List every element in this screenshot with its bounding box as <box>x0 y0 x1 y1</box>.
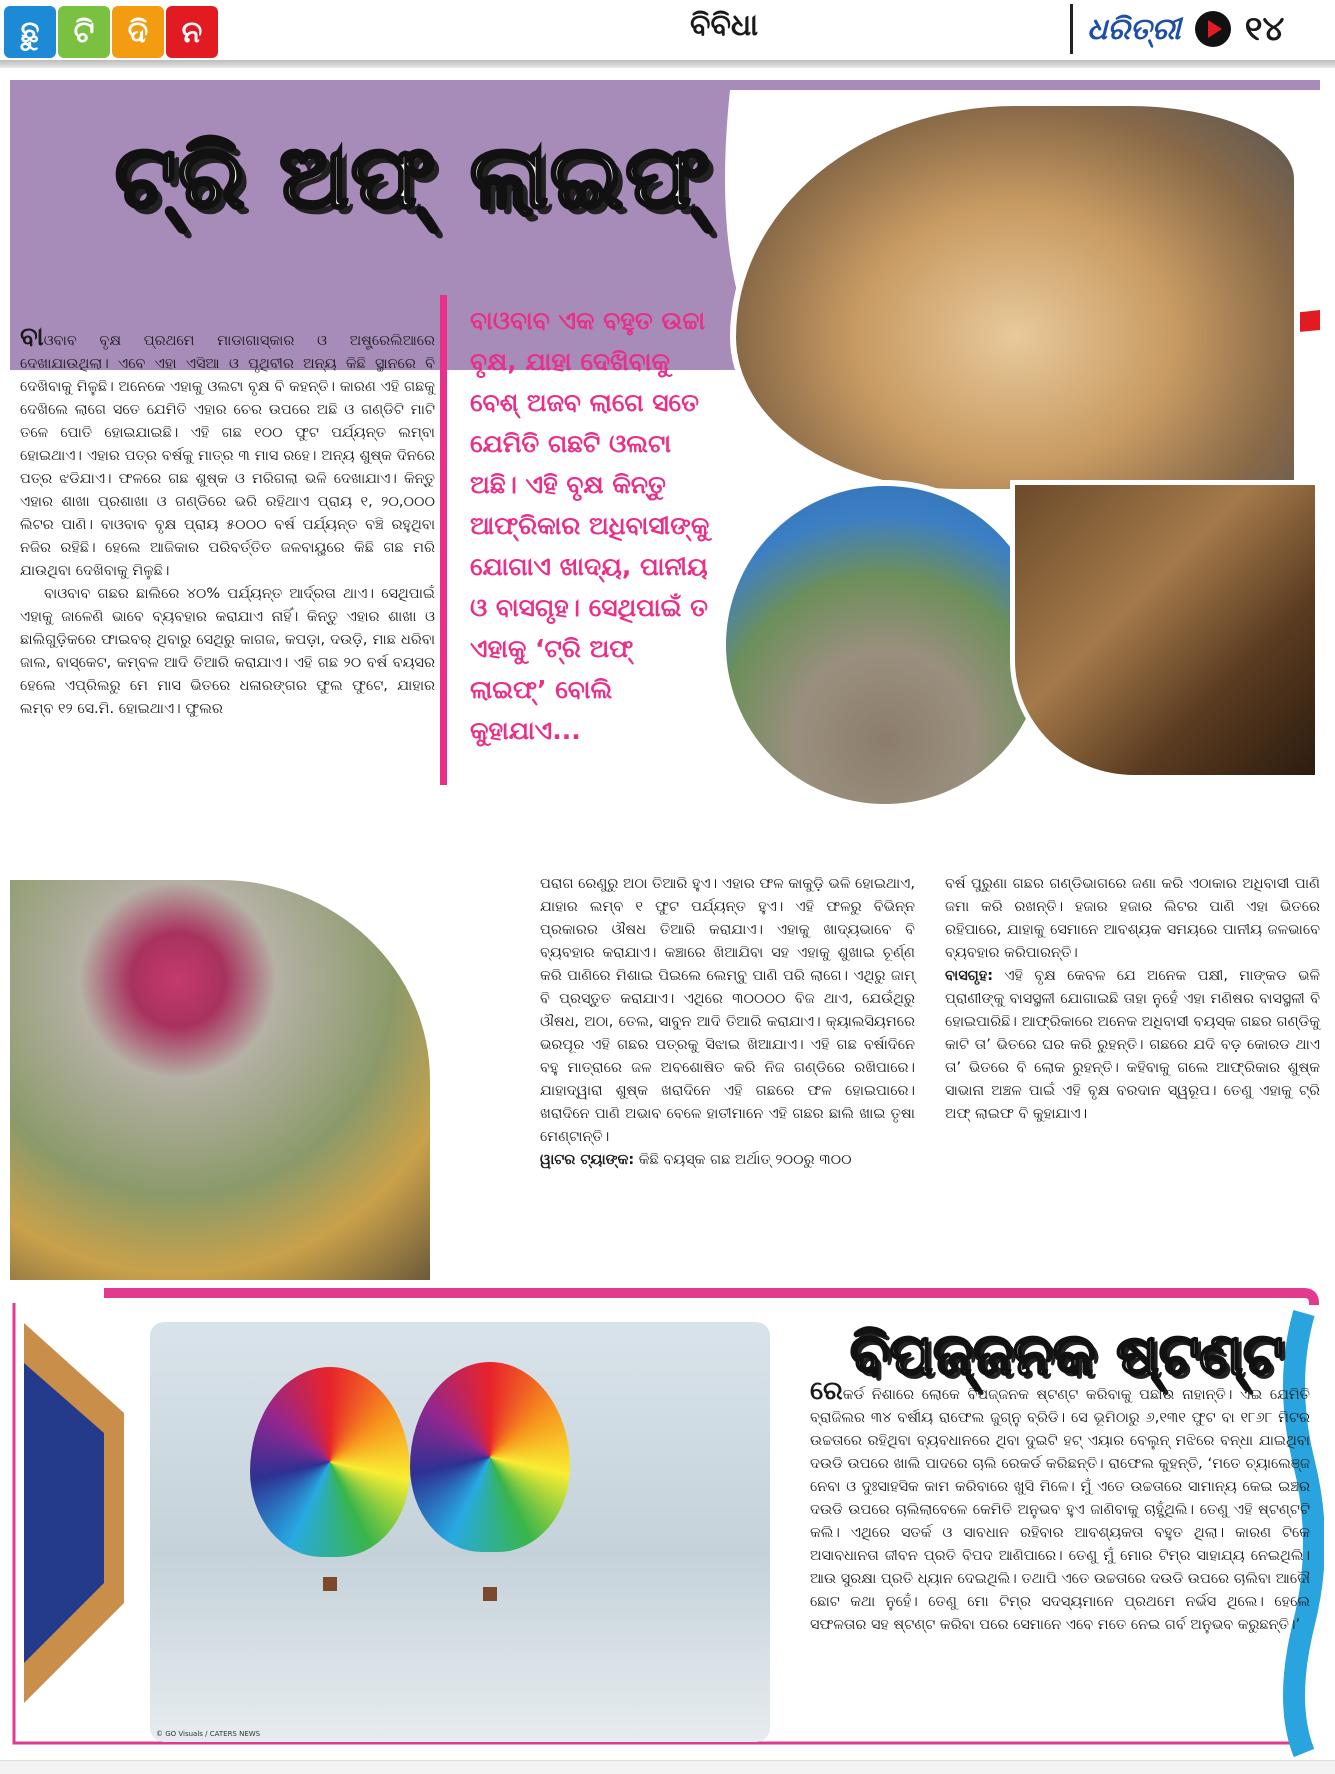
balloon-right <box>410 1362 570 1552</box>
brand-logo[interactable] <box>4 6 218 58</box>
subhead-water-tank: ୱାଟର ଟ୍ୟାଙ୍କ: <box>540 1152 635 1168</box>
paragraph-text: ବାଓବାବ ଗଛର ଛାଲିରେ ୪୦% ପର୍ଯ୍ୟନ୍ତ ଆର୍ଦ୍ରତା ଥାଏ। ସେଥିପାଇଁ ଏହାକୁ ଜାଳେଣି ଭାବେ ବ୍ୟବହାର କରାଯାଏ ନାହିଁ। କିନ୍ତୁ ଏହାର ଶାଖା ଓ ଛାଲିଗୁଡ଼ିକରେ ଫାଇବର୍ ଥିବାରୁ ସେଥିରୁ କାଗଜ, କପଡ଼ା, ଦଉଡ଼ି, ମାଛ ଧରିବା ଜାଲ, ବାସ୍କେଟ, କମ୍ବଳ ଆଦି ତିଆରି କରାଯାଏ। ଏହି ଗଛ ୨୦ ବର୍ଷ ବୟସର ହେଲେ ଏପ୍ରିଲରୁ ମେ ମାସ ଭିତରେ ଧଳାରଙ୍ଗର ଫୁଲ ଫୁଟେ, ଯାହାର ଲମ୍ବ ୧୨ ସେ.ମି. ହୋଇଥାଏ। ଫୁଲର <box>20 586 435 717</box>
article-column-1 <box>20 322 435 721</box>
article-column-2 <box>540 873 915 1172</box>
subhead-dwelling: ବାସଗୃହ: <box>945 968 994 984</box>
brand-letter-1: ଛୁ <box>4 6 56 58</box>
paragraph <box>540 1149 915 1172</box>
brand-letter-3: ଦି <box>112 6 164 58</box>
header-right <box>1070 4 1284 54</box>
paragraph-text: କିଛି ବୟସ୍କ ଗଛ ଅର୍ଥାତ୍ ୨୦୦ରୁ ୩୦୦ <box>634 1152 852 1168</box>
masthead <box>0 0 1335 60</box>
brand-letter-2: ଟି <box>58 6 110 58</box>
photo-woman-with-fruit <box>10 880 430 1280</box>
stunt-article <box>810 1376 1310 1637</box>
balloon-left <box>250 1367 410 1557</box>
basket-right <box>483 1587 497 1601</box>
footer-rule <box>0 1760 1335 1774</box>
basket-left <box>323 1577 337 1591</box>
dropcap: ରେ <box>810 1376 843 1406</box>
photo-credit: © GO Visuals / CATERS NEWS <box>156 1730 261 1738</box>
brand-letter-4: ନ <box>166 6 218 58</box>
page-number: ୧୪ <box>1244 9 1285 49</box>
pullquote: ବାଓବାବ ଏକ ବହୁତ ଉଚ୍ଚା ବୃକ୍ଷ, ଯାହା ଦେଖିବାକୁ ବେଶ୍ ଅଜବ ଲାଗେ ସତେ ଯେମିତି ଗଛଟି ଓଲଟା ଅଛି। ଏହି ବୃକ୍ଷ କିନ୍ତୁ ଆଫ୍ରିକାର ଅଧିବାସୀଙ୍କୁ ଯୋଗାଏ ଖାଦ୍ୟ, ପାନୀୟ ଓ ବାସଗୃହ। ସେଥିପାଇଁ ତ ଏହାକୁ ‘ଟ୍ରି ଅଫ୍ ଲାଇଫ୍’ ବୋଲି କୁହାଯାଏ... <box>470 306 710 745</box>
photo-baobab-tree <box>720 480 1050 810</box>
paragraph-text: ପରାଗ ରେଣୁରୁ ଅଠା ତିଆରି ହୁଏ। ଏହାର ଫଳ କାକୁଡ଼ି ଭଳି ହୋଇଥାଏ, ଯାହାର ଲମ୍ବ ୧ ଫୁଟ ପର୍ଯ୍ୟନ୍ତ ହୁଏ। ଏହି ଫଳରୁ ବିଭିନ୍ନ ପ୍ରକାରର ଔଷଧ ତିଆରି କରାଯାଏ। ଏହାକୁ ଖାଦ୍ୟଭାବେ ବି ବ୍ୟବହାର କରାଯାଏ। କଞ୍ଚାରେ ଖିଆଯିବା ସହ ଏହାକୁ ଶୁଖାଇ ଚୂର୍ଣ୍ଣ କରି ପାଣିରେ ମିଶାଇ ପିଇଲେ ଲେମ୍ବୁ ପାଣି ପରି ଲାଗେ। ଏଥିରୁ ଜାମ୍ ବି ପ୍ରସ୍ତୁତ କରାଯାଏ। ଏଥିରେ ୩୦୦୦୦ ବିଜ ଥାଏ, ଯେଉଁଥିରୁ ଔଷଧ, ଅଠା, ତେଲ, ସାବୁନ ଆଦି ତିଆରି କରାଯାଏ। କ୍ୟାଲସିୟମରେ ଭରପୂର ଏହି ଗଛର ପତ୍ରକୁ ସିଝାଇ ଖିଆଯାଏ। ଏହି ଗଛ ବର୍ଷାଦିନେ ବହୁ ମାତ୍ରାରେ ଜଳ ଅବଶୋଷିତ କରି ନିଜ ଗଣ୍ଡିରେ ରଖିପାରେ। ଯାହାଦ୍ୱାରା ଶୁଷ୍କ ଖରାଦିନେ ଏହି ଗଛରେ ଫଳ ହୋଇପାରେ। ଖରାଦିନେ ପାଣି ଅଭାବ ବେଳେ ହାତୀମାନେ ଏହି ଗଛର ଛାଲି ଖାଇ ତୃଷା ମେଣ୍ଟାନ୍ତି। <box>540 876 915 1145</box>
paragraph <box>945 965 1320 1126</box>
photo-hot-air-balloons <box>150 1322 770 1742</box>
paragraph-text: ଏହି ବୃକ୍ଷ କେବଳ ଯେ ଅନେକ ପକ୍ଷୀ, ମାଙ୍କଡ ଭଳି ପ୍ରାଣୀଙ୍କୁ ବାସସ୍ଥଳୀ ଯୋଗାଇଛି ତାହା ନୁହେଁ ଏହା ମଣିଷର ବାସସ୍ଥଳୀ ବି ହୋଇପାରିଛି। ଆଫ୍ରିକାରେ ଅନେକ ଅଧିବାସୀ ବୟସ୍କ ଗଛର ଗଣ୍ଡିକୁ କାଟି ତା’ ଭିତରେ ଘର କରି ରୁହନ୍ତି। ଗଛରେ ଯଦି ବଡ଼ କୋରଡ ଥାଏ ତା’ ଭିତରେ ବି ଲୋକ ରୁହନ୍ତି। କହିବାକୁ ଗଲେ ଆଫ୍ରିକାର ଶୁଷ୍କ ସାଭାନା ଅଞ୍ଚଳ ପାଇଁ ଏହି ବୃକ୍ଷ ବରଦାନ ସ୍ୱରୂପ। ତେଣୁ ଏହାକୁ ଟ୍ରି ଅଫ୍ ଲାଇଫ ବି କୁହାଯାଏ। <box>945 968 1320 1122</box>
section-title: ବିବିଧା <box>690 8 759 43</box>
article-headline: ଟ୍ରି ଅଫ୍ ଲାଇଫ୍ <box>115 125 712 228</box>
paper-logo[interactable]: ଧରିତ୍ରୀ <box>1087 11 1181 47</box>
paragraph-text: ଓବାବ ବୃକ୍ଷ ପ୍ରଥମେ ମାଡାଗାସ୍କାର ଓ ଅଷ୍ଟ୍ରେଲିଆରେ ଦେଖାଯାଉଥିଲା। ଏବେ ଏହା ଏସିଆ ଓ ପୃଥିବୀର ଅନ୍ୟ କିଛି ସ୍ଥାନରେ ବି ଦେଖିବାକୁ ମିଳୁଛି। ଅନେକେ ଏହାକୁ ଓଲଟା ବୃକ୍ଷ ବି କହନ୍ତି। କାରଣ ଏହି ଗଛକୁ ଦେଖିଲେ ଲାଗେ ସତେ ଯେମିତି ଏହାର ଚେର ଉପରେ ଅଛି ଓ ଗଣ୍ଡିଟି ମାଟି ତଳେ ପୋତି ହୋଇଯାଇଛି। ଏହି ଗଛ ୧୦୦ ଫୁଟ ପର୍ଯ୍ୟନ୍ତ ଲମ୍ବା ହୋଇଥାଏ। ଏହାର ପତ୍ର ବର୍ଷକୁ ମାତ୍ର ୩ ମାସ ରହେ। ଅନ୍ୟ ଶୁଷ୍କ ଦିନରେ ପତ୍ର ଝଡିଯାଏ। ଫଳରେ ଗଛ ଶୁଷ୍କ ଓ ମରିଗଲା ଭଳି ଦେଖାଯାଏ। କିନ୍ତୁ ଏହାର ଶାଖା ପ୍ରଶାଖା ଓ ଗଣ୍ଡିରେ ଭରି ରହିଥାଏ ପ୍ରାୟ ୧, ୨୦,୦୦୦ ଲିଟର ପାଣି। ବାଓବାବ ବୃକ୍ଷ ପ୍ରାୟ ୫୦୦୦ ବର୍ଷ ପର୍ଯ୍ୟନ୍ତ ବଞ୍ଚି ରହୁଥିବା ନଜିର ରହିଛି। ହେଲେ ଆଜିକାର ପରିବର୍ତ୍ତିତ ଜଳବାୟୁରେ କିଛି ଗଛ ମରି ଯାଉଥିବା ଦେଖିବାକୁ ମିଳୁଛି। <box>20 333 435 579</box>
article-column-3 <box>945 873 1320 1126</box>
paragraph <box>20 322 435 583</box>
dropcap: ବା <box>20 322 44 352</box>
paragraph-text: ବର୍ଷ ପୁରୁଣା ଗଛର ଗଣ୍ଡିଭାଗରେ ଜଣା କରି ଏଠାକାର ଅଧିବାସୀ ପାଣି ଜମା କରି ରଖନ୍ତି। ହଜାର ହଜାର ଲିଟର ପାଣି ଏହା ଭିତରେ ରହିପାରେ, ଯାହାକୁ ସେମାନେ ଆବଶ୍ୟକ ସମୟରେ ପାନୀୟ ଜଳଭାବେ ବ୍ୟବହାର କରିପାରନ୍ତି। <box>945 876 1320 961</box>
photo-tree-house-interior <box>1010 480 1320 780</box>
stunt-headline: ବିପଜ୍ଜନକ ଷ୍ଟଣ୍ଟ <box>850 1320 1284 1388</box>
pullquote-bar <box>440 295 447 785</box>
paragraph-text: କର୍ଡ ନିଶାରେ ଲୋକେ ବିପଜ୍ଜନକ ଷ୍ଟଣ୍ଟ କରିବାକୁ ପଛାଉ ନାହାନ୍ତି। ଏଇ ଯେମିତି ବ୍ରାଜିଲର ୩୪ ବର୍ଷୀୟ ରାଫେଲ ଜୁଗ୍‌ନୁ ବ୍ରିଡି। ସେ ଭୂମିଠାରୁ ୬,୧୩୧ ଫୁଟ ବା ୧୮୬୮ ମିଟର ଉଚ୍ଚତାରେ ରହିଥିବା ବ୍ୟବଧାନରେ ଥିବା ଦୁଇଟି ହଟ୍ ଏୟାର ବେଲୁନ୍ ମଝିରେ ବନ୍ଧା ଯାଇଥିବା ଦଉଡି ଉପରେ ଖାଲି ପାଦରେ ଚାଲି ରେକର୍ଡ କରିଛନ୍ତି। ରାଫେଲ କୁହନ୍ତି, ‘ମତେ ଚ୍ୟାଲେଞ୍ଜ ନେବା ଓ ଦୁଃସାହସିକ କାମ କରିବାରେ ଖୁସି ମିଳେ। ମୁଁ ଏତେ ଉଚ୍ଚତାରେ ସାମାନ୍ୟ କେଇ ଇଞ୍ଚର ଦଉଡି ଉପରେ ଚାଲିଲାବେଳେ କେମିତି ଅନୁଭବ ହୁଏ ଜାଣିବାକୁ ଚାହୁଁଥିଲି। ତେଣୁ ଏହି ଷ୍ଟଣ୍ଟଟି କଲି। ଏଥିରେ ସତର୍କ ଓ ସାବଧାନ ରହିବାର ଆବଶ୍ୟକତା ବହୁତ ଥିଲା। କାରଣ ଟିକେ ଅସାବଧାନତା ଜୀବନ ପ୍ରତି ବିପଦ ଆଣିପାରେ। ତେଣୁ ମୁଁ ମୋର ଟିମ୍‌ର ସାହାଯ୍ୟ ନେଇଥିଲି। ଆଉ ସୁରକ୍ଷା ପ୍ରତି ଧ୍ୟାନ ଦେଇଥିଲି। ତଥାପି ଏତେ ଉଚ୍ଚତାରେ ଦଉଡି ଉପରେ ଚାଲିବା ଆଦୌ ଛୋଟ କଥା ନୁହେଁ। ତେଣୁ ମୋ ଟିମ୍‌ର ସଦସ୍ୟମାନେ ପ୍ରଥମେ ନର୍ଭସ ଥିଲେ। ହେଲେ ସଫଳତାର ସହ ଷ୍ଟଣ୍ଟ କରିବା ପରେ ସେମାନେ ଏବେ ମତେ ନେଇ ଗର୍ବ ଅନୁଭବ କରୁଛନ୍ତି।’ <box>810 1387 1310 1633</box>
play-icon[interactable] <box>1195 11 1231 47</box>
header-rule <box>0 60 1335 68</box>
paragraph <box>810 1376 1310 1637</box>
